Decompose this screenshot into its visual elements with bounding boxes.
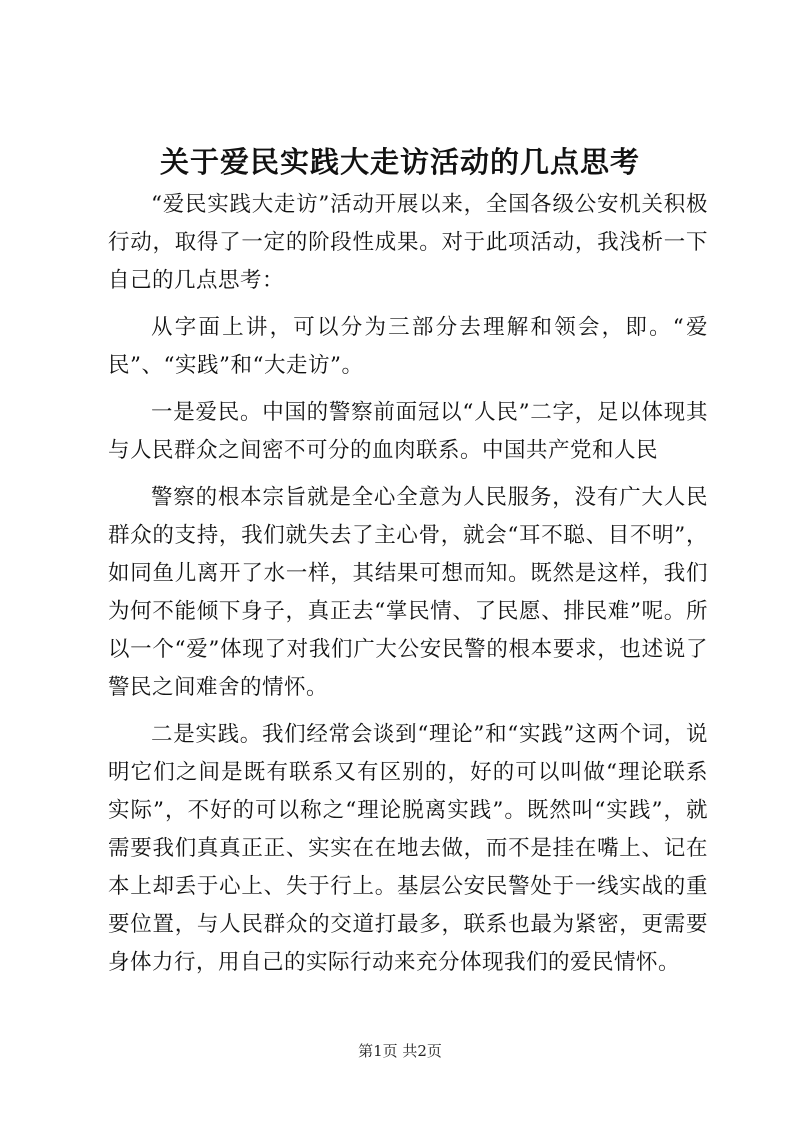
paragraph-aimin: 一是爱民。中国的警察前面冠以“人民”二字，足以体现其与人民群众之间密不可分的血肉联系。中国共产党和人民	[108, 400, 708, 463]
document-body	[108, 186, 708, 982]
document-title: 关于爱民实践大走访活动的几点思考	[159, 145, 640, 179]
paragraph-shijian: 二是实践。我们经常会谈到“理论”和“实践”这两个词，说明它们之间是既有联系又有区别的，好的可以叫做“理论联系实际”，不好的可以称之“理论脱离实践”。既然叫“实践”，就需要我们真真正正、实实在在地去做，而不是挂在嘴上、记在本上却丢于心上、失于行上。基层公安民警处于一线实战的重要位置，与人民群众的交道打最多，联系也最为紧密，更需要身体力行，用自己的实际行动来充分体现我们的爱民情怀。	[108, 722, 708, 975]
paragraph-police-mission: 警察的根本宗旨就是全心全意为人民服务，没有广大人民群众的支持，我们就失去了主心骨，就会“耳不聪、目不明”，如同鱼儿离开了水一样，其结果可想而知。既然是这样，我们为何不能倾下身子，真正去“掌民情、了民愿、排民难”呢。所以一个“爱”体现了对我们广大公安民警的根本要求，也述说了警民之间难舍的情怀。	[108, 485, 708, 700]
paragraph-intro: “爱民实践大走访”活动开展以来，全国各级公安机关积极行动，取得了一定的阶段性成果。对于此项活动，我浅析一下自己的几点思考：	[108, 192, 708, 293]
page-number-footer: 第1页 共2页	[358, 1042, 442, 1060]
paragraph-three-parts: 从字面上讲，可以分为三部分去理解和领会，即。“爱民”、“实践”和“大走访”。	[108, 315, 708, 378]
